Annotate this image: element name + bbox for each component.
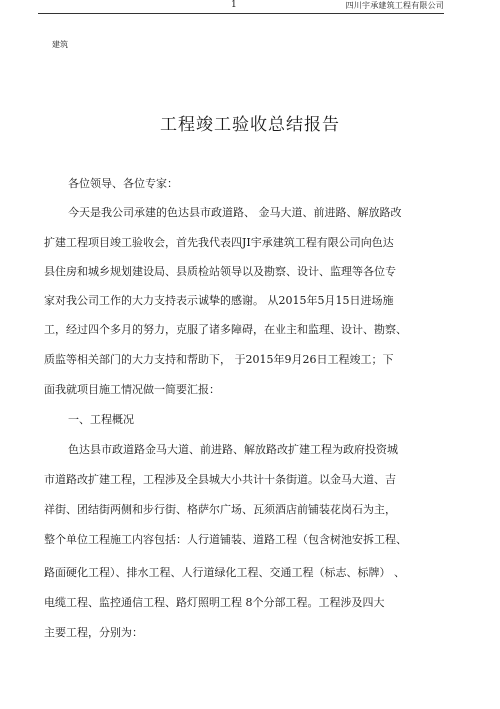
header-divider (38, 13, 444, 14)
body-line: 今天是我公司承建的色达县市政道路、 金马大道、前进路、解放路改 (68, 206, 402, 219)
section-heading: 一、工程概况 (68, 413, 134, 426)
company-name: 四川宇承建筑工程有限公司 (345, 1, 444, 10)
body-line: 主要工程，分别为： (44, 626, 143, 639)
body-line: 市道路改扩建工程，工程涉及全县城大小共计十条街道。以金马大道、吉 (44, 473, 396, 486)
document-category: 建筑 (52, 40, 68, 49)
body-line: 电缆工程、监控通信工程、路灯照明工程 8个分部工程。工程涉及四大 (44, 596, 385, 609)
body-line: 质监等相关部门的大力支持和帮助下， 于2015年9月26日工程竣工；下 (44, 353, 394, 366)
body-line: 色达县市政道路金马大道、前进路、解放路改扩建工程为政府投资城 (68, 443, 398, 456)
body-line: 祥街、团结街两侧和步行街、格萨尔广场、瓦须酒店前铺装花岗石为主， (44, 503, 396, 516)
salutation: 各位领导、各位专家： (68, 177, 178, 190)
body-line: 扩建工程项目竣工验收会，首先我代表四JI宇承建筑工程有限公司向色达 (44, 236, 394, 249)
page-number: 1 (231, 0, 237, 10)
document-title: 工程竣工验收总结报告 (160, 115, 340, 135)
body-line: 面我就项目施工情况做一简要汇报： (44, 383, 220, 396)
body-line: 路面硬化工程）、排水工程、人行道绿化工程、交通工程（标志、标牌） 、 (44, 566, 405, 579)
body-line: 整个单位工程施工内容包括：人行道铺装、道路工程（包含树池安拆工程、 (44, 533, 407, 546)
body-line: 县住房和城乡规划建设局、县质检站领导以及勘察、设计、监理等各位专 (44, 265, 396, 278)
body-line: 工，经过四个多月的努力，克服了诸多障碍，在业主和监理、设计、勘察、 (44, 323, 407, 336)
body-line: 家对我公司工作的大力支持表示诚挚的感谢。 从2015年5月15日进场施 (44, 294, 394, 307)
